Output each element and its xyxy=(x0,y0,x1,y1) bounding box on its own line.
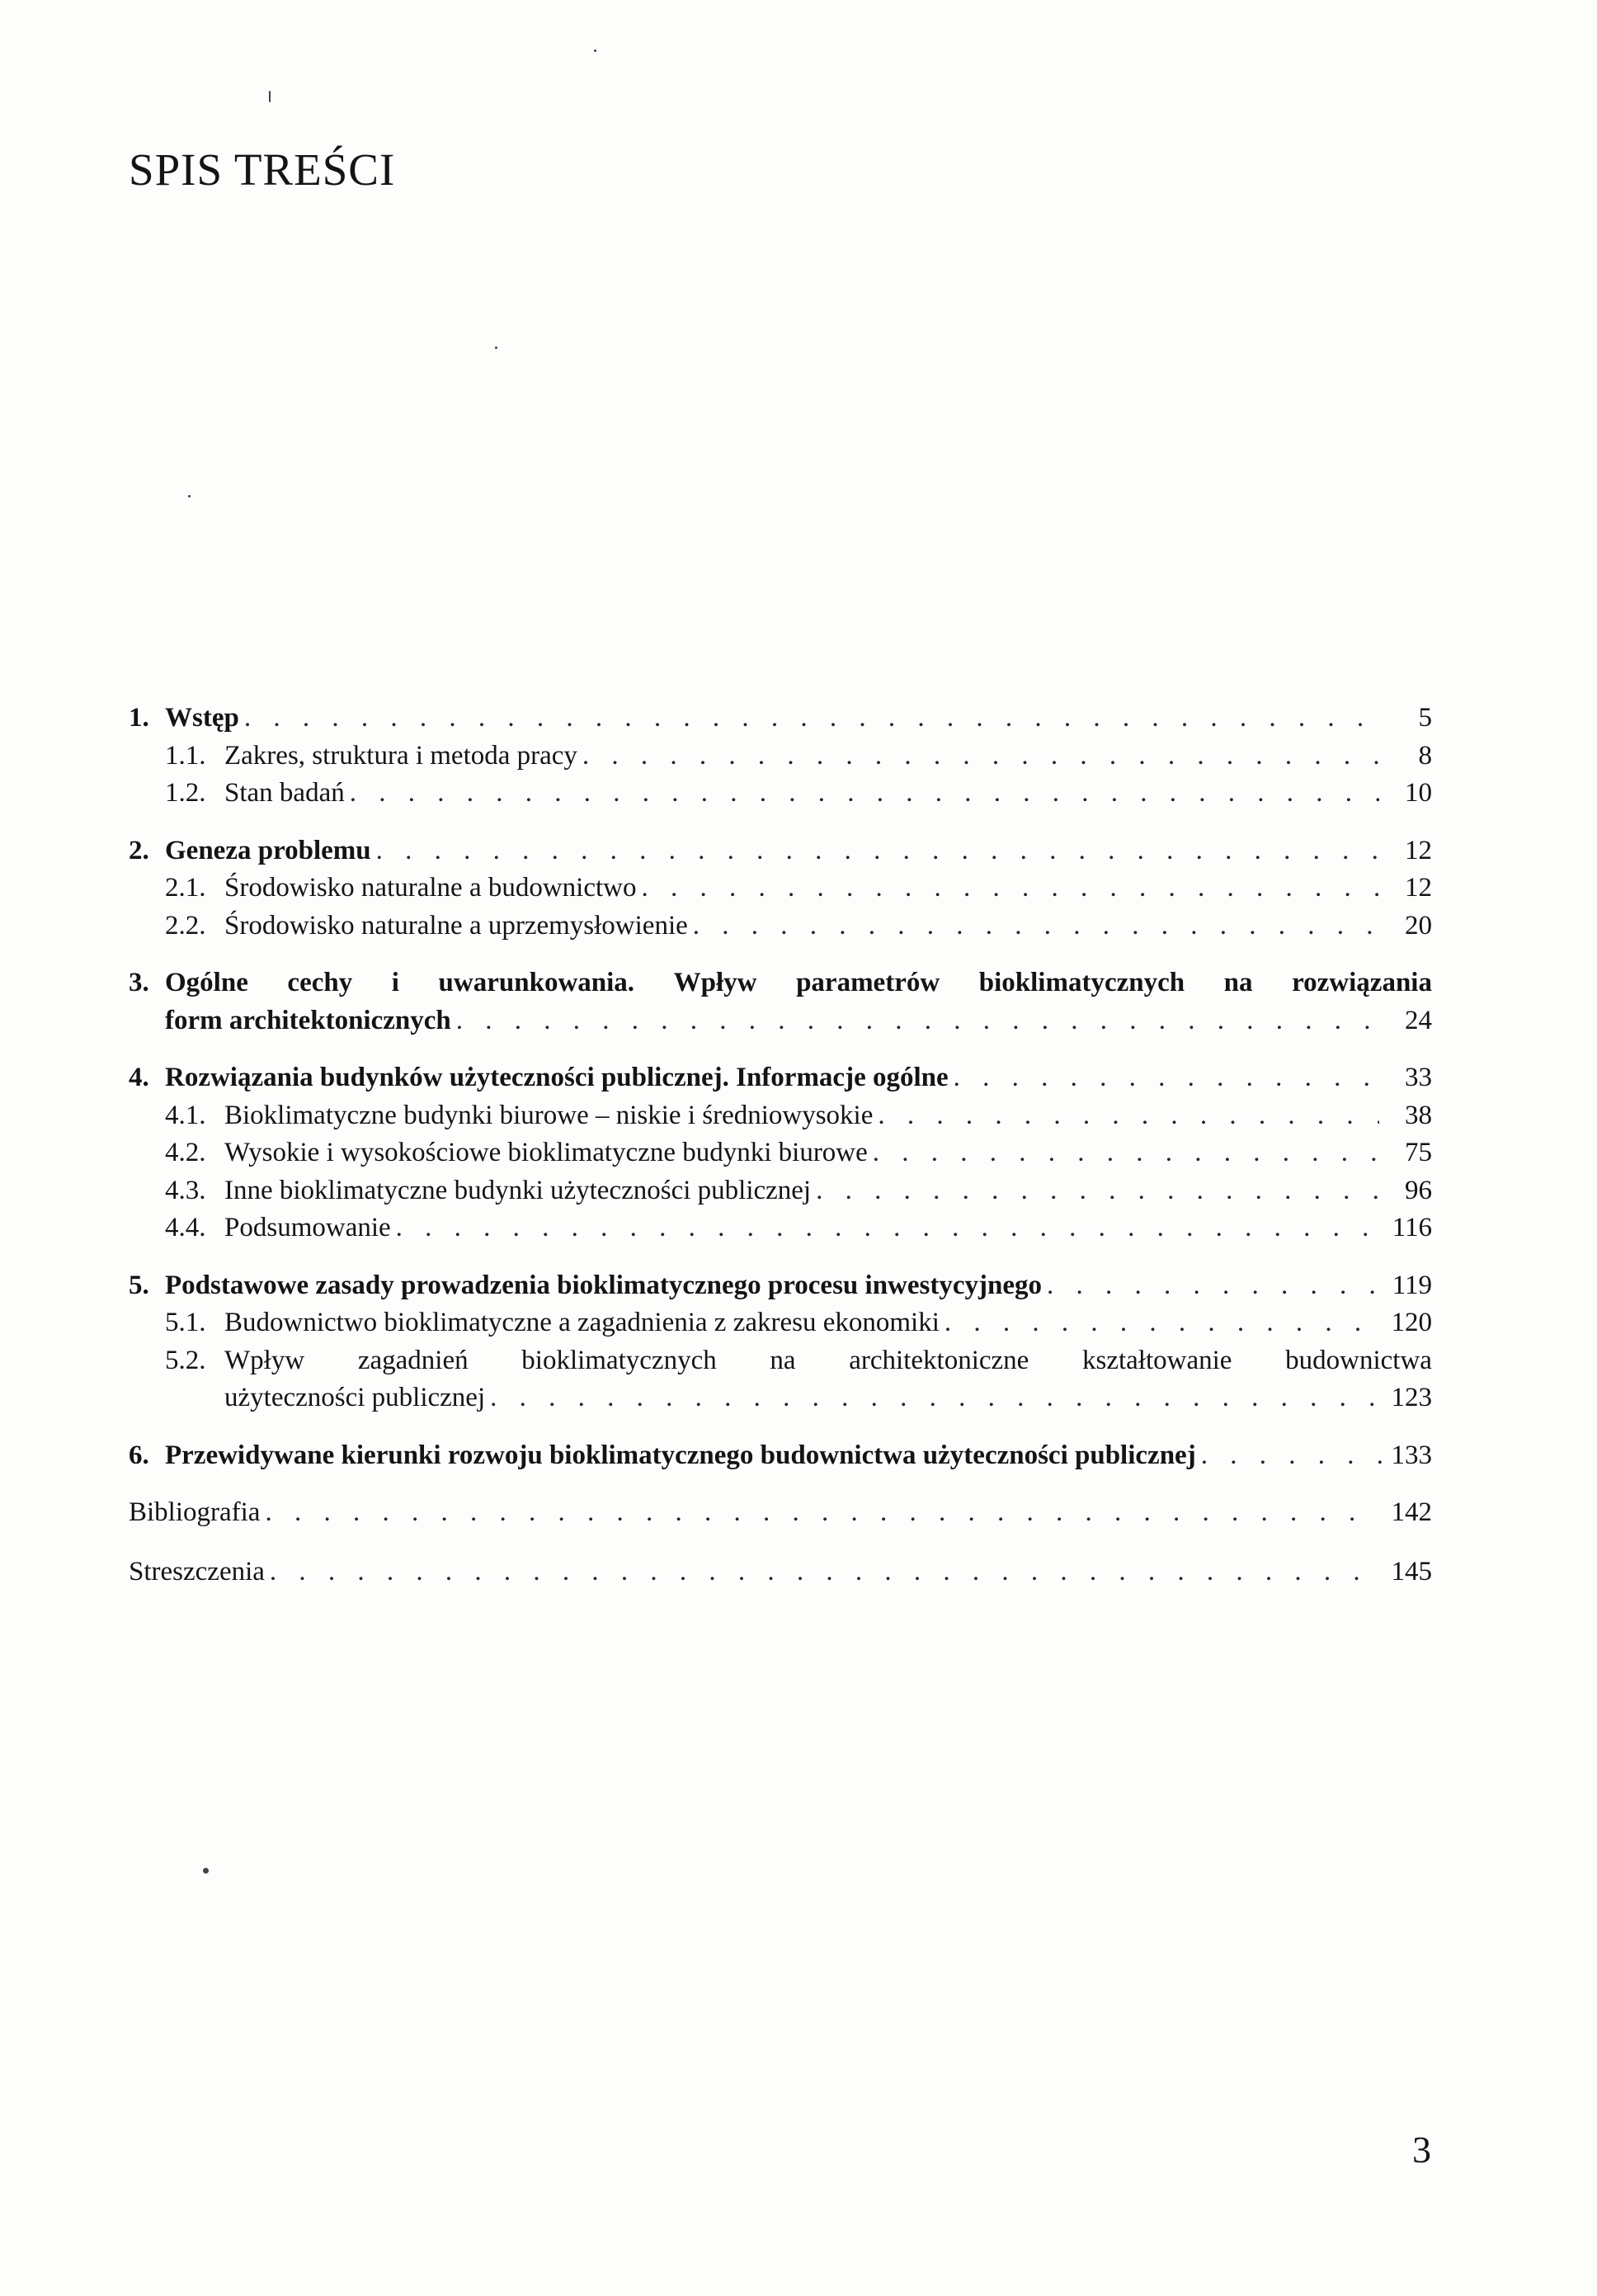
entry-title-line-2: użyteczności publicznej xyxy=(224,1383,486,1412)
toc-entry[interactable] xyxy=(129,964,1432,1002)
entry-title: Środowisko naturalne a uprzemysłowienie xyxy=(224,910,688,941)
entry-number: 2.2. xyxy=(165,910,206,941)
entry-page: 38 xyxy=(1405,1100,1432,1130)
toc-chapter-1 xyxy=(129,700,1432,813)
entry-number: 4.3. xyxy=(165,1175,206,1205)
title-word: parametrów xyxy=(796,968,940,997)
toc-entry[interactable] xyxy=(129,1304,1432,1342)
entry-title: Bioklimatyczne budynki biurowe – niskie i średniowysokie xyxy=(224,1100,874,1130)
entry-title: Środowisko naturalne a budownictwo xyxy=(224,873,637,903)
entry-number: 4.2. xyxy=(165,1138,206,1167)
entry-page: 96 xyxy=(1405,1175,1432,1205)
entry-title: Budownictwo bioklimatyczne a zagadnienia z zakresu ekonomiki xyxy=(224,1308,940,1337)
toc-entry[interactable] xyxy=(129,1342,1432,1380)
entry-title: Geneza problemu xyxy=(165,835,371,865)
title-word: bioklimatycznych xyxy=(521,1345,717,1375)
entry-number: 4.4. xyxy=(165,1213,206,1242)
title-word: bioklimatycznych xyxy=(978,968,1185,997)
toc-entry[interactable] xyxy=(129,1437,1432,1475)
scan-speck xyxy=(203,1868,209,1874)
dot-leader xyxy=(642,870,1380,908)
toc-entry-continuation[interactable] xyxy=(129,1002,1432,1040)
title-word: architektoniczne xyxy=(849,1345,1029,1375)
entry-title-line-2: form architektonicznych xyxy=(165,1005,451,1035)
entry-number: 5. xyxy=(129,1270,149,1300)
toc-entry[interactable] xyxy=(129,1097,1432,1135)
entry-page: 123 xyxy=(1391,1383,1432,1412)
entry-title: Rozwiązania budynków użyteczności publicznej. Informacje ogólne xyxy=(165,1063,949,1092)
title-word: cechy xyxy=(287,968,353,997)
entry-number: 1.2. xyxy=(165,778,206,808)
dot-leader xyxy=(945,1304,1379,1342)
title-word: uwarunkowania. xyxy=(438,968,635,997)
entry-number: 3. xyxy=(129,968,149,997)
scan-speck xyxy=(188,495,191,497)
toc-entry[interactable] xyxy=(129,832,1432,870)
entry-title: Inne bioklimatyczne budynki użyteczności publicznej xyxy=(224,1175,812,1205)
dot-leader xyxy=(878,1097,1379,1135)
title-word: Wpływ xyxy=(673,968,757,997)
entry-page: 24 xyxy=(1405,1005,1432,1035)
dot-leader xyxy=(582,738,1379,776)
entry-number: 6. xyxy=(129,1440,149,1470)
toc-entry[interactable] xyxy=(129,700,1432,738)
entry-number: 5.2. xyxy=(165,1345,206,1375)
toc-entry[interactable] xyxy=(129,1134,1432,1172)
title-word: rozwiązania xyxy=(1292,968,1432,997)
title-word: Wpływ xyxy=(224,1345,305,1375)
dot-leader xyxy=(490,1379,1379,1417)
toc-chapter-6 xyxy=(129,1437,1432,1475)
dot-leader xyxy=(1047,1267,1379,1305)
entry-page: 133 xyxy=(1391,1440,1432,1470)
toc-chapter-3 xyxy=(129,964,1432,1040)
entry-number: 4. xyxy=(129,1063,149,1092)
dot-leader xyxy=(1201,1437,1384,1475)
entry-page: 10 xyxy=(1405,778,1432,808)
dot-leader xyxy=(456,1002,1379,1040)
entry-page: 12 xyxy=(1405,835,1432,865)
toc-entry-continuation[interactable] xyxy=(129,1379,1432,1417)
dot-leader xyxy=(270,1553,1379,1591)
toc-entry[interactable] xyxy=(129,738,1432,776)
table-of-contents xyxy=(129,700,1432,1610)
entry-page: 8 xyxy=(1418,740,1432,771)
title-word: Ogólne xyxy=(165,968,248,997)
toc-entry[interactable] xyxy=(129,1494,1432,1532)
toc-entry[interactable] xyxy=(129,1172,1432,1210)
entry-title-line-1 xyxy=(224,1342,1432,1380)
entry-title: Zakres, struktura i metoda pracy xyxy=(224,740,577,771)
entry-title: Wysokie i wysokościowe bioklimatyczne budynki biurowe xyxy=(224,1138,868,1167)
dot-leader xyxy=(954,1059,1379,1097)
title-word: zagadnień xyxy=(357,1345,469,1375)
toc-chapter-5 xyxy=(129,1267,1432,1417)
entry-page: 119 xyxy=(1392,1270,1432,1300)
toc-entry[interactable] xyxy=(129,1553,1432,1591)
entry-page: 145 xyxy=(1391,1556,1432,1586)
toc-bibliography xyxy=(129,1494,1432,1532)
toc-entry[interactable] xyxy=(129,908,1432,945)
toc-entry[interactable] xyxy=(129,1209,1432,1247)
entry-number: 1.1. xyxy=(165,740,206,771)
title-word: na xyxy=(1223,968,1253,997)
page-number: 3 xyxy=(1412,2129,1431,2171)
entry-number: 1. xyxy=(129,703,149,733)
dot-leader xyxy=(816,1172,1379,1210)
title-word: i xyxy=(391,968,399,997)
dot-leader xyxy=(350,775,1379,813)
entry-page: 5 xyxy=(1418,703,1432,733)
title-word: kształtowanie xyxy=(1082,1345,1232,1375)
dot-leader xyxy=(396,1209,1379,1247)
toc-summaries xyxy=(129,1553,1432,1591)
entry-title: Wstęp xyxy=(165,703,239,733)
entry-number: 2.1. xyxy=(165,873,206,903)
page-title: SPIS TREŚCI xyxy=(129,144,396,195)
entry-page: 142 xyxy=(1391,1497,1432,1527)
dot-leader xyxy=(693,908,1379,945)
toc-chapter-4 xyxy=(129,1059,1432,1247)
entry-title: Bibliografia xyxy=(129,1497,261,1527)
entry-title-line-1 xyxy=(165,964,1432,1002)
entry-title: Streszczenia xyxy=(129,1556,265,1586)
toc-entry[interactable] xyxy=(129,1267,1432,1305)
entry-number: 4.1. xyxy=(165,1100,206,1130)
title-word: budownictwa xyxy=(1285,1345,1432,1375)
entry-title: Podsumowanie xyxy=(224,1213,391,1242)
entry-title: Przewidywane kierunki rozwoju bioklimatycznego budownictwa użyteczności publicznej xyxy=(165,1440,1196,1470)
entry-page: 75 xyxy=(1405,1138,1432,1167)
entry-title: Stan badań xyxy=(224,778,345,808)
dot-leader xyxy=(376,832,1379,870)
entry-page: 12 xyxy=(1405,873,1432,903)
entry-page: 120 xyxy=(1391,1308,1432,1337)
dot-leader xyxy=(873,1134,1379,1172)
scan-speck xyxy=(269,91,271,102)
entry-number: 2. xyxy=(129,835,149,865)
toc-entry[interactable] xyxy=(129,775,1432,813)
entry-page: 33 xyxy=(1405,1063,1432,1092)
dot-leader xyxy=(265,1494,1379,1532)
toc-entry[interactable] xyxy=(129,1059,1432,1097)
entry-page: 116 xyxy=(1392,1213,1432,1242)
toc-chapter-2 xyxy=(129,832,1432,945)
scan-speck xyxy=(495,347,497,349)
scan-speck xyxy=(594,50,596,52)
dot-leader xyxy=(244,700,1379,738)
entry-title: Podstawowe zasady prowadzenia bioklimatycznego procesu inwestycyjnego xyxy=(165,1270,1042,1300)
entry-number: 5.1. xyxy=(165,1308,206,1337)
title-word: na xyxy=(770,1345,796,1375)
toc-entry[interactable] xyxy=(129,870,1432,908)
entry-page: 20 xyxy=(1405,910,1432,941)
